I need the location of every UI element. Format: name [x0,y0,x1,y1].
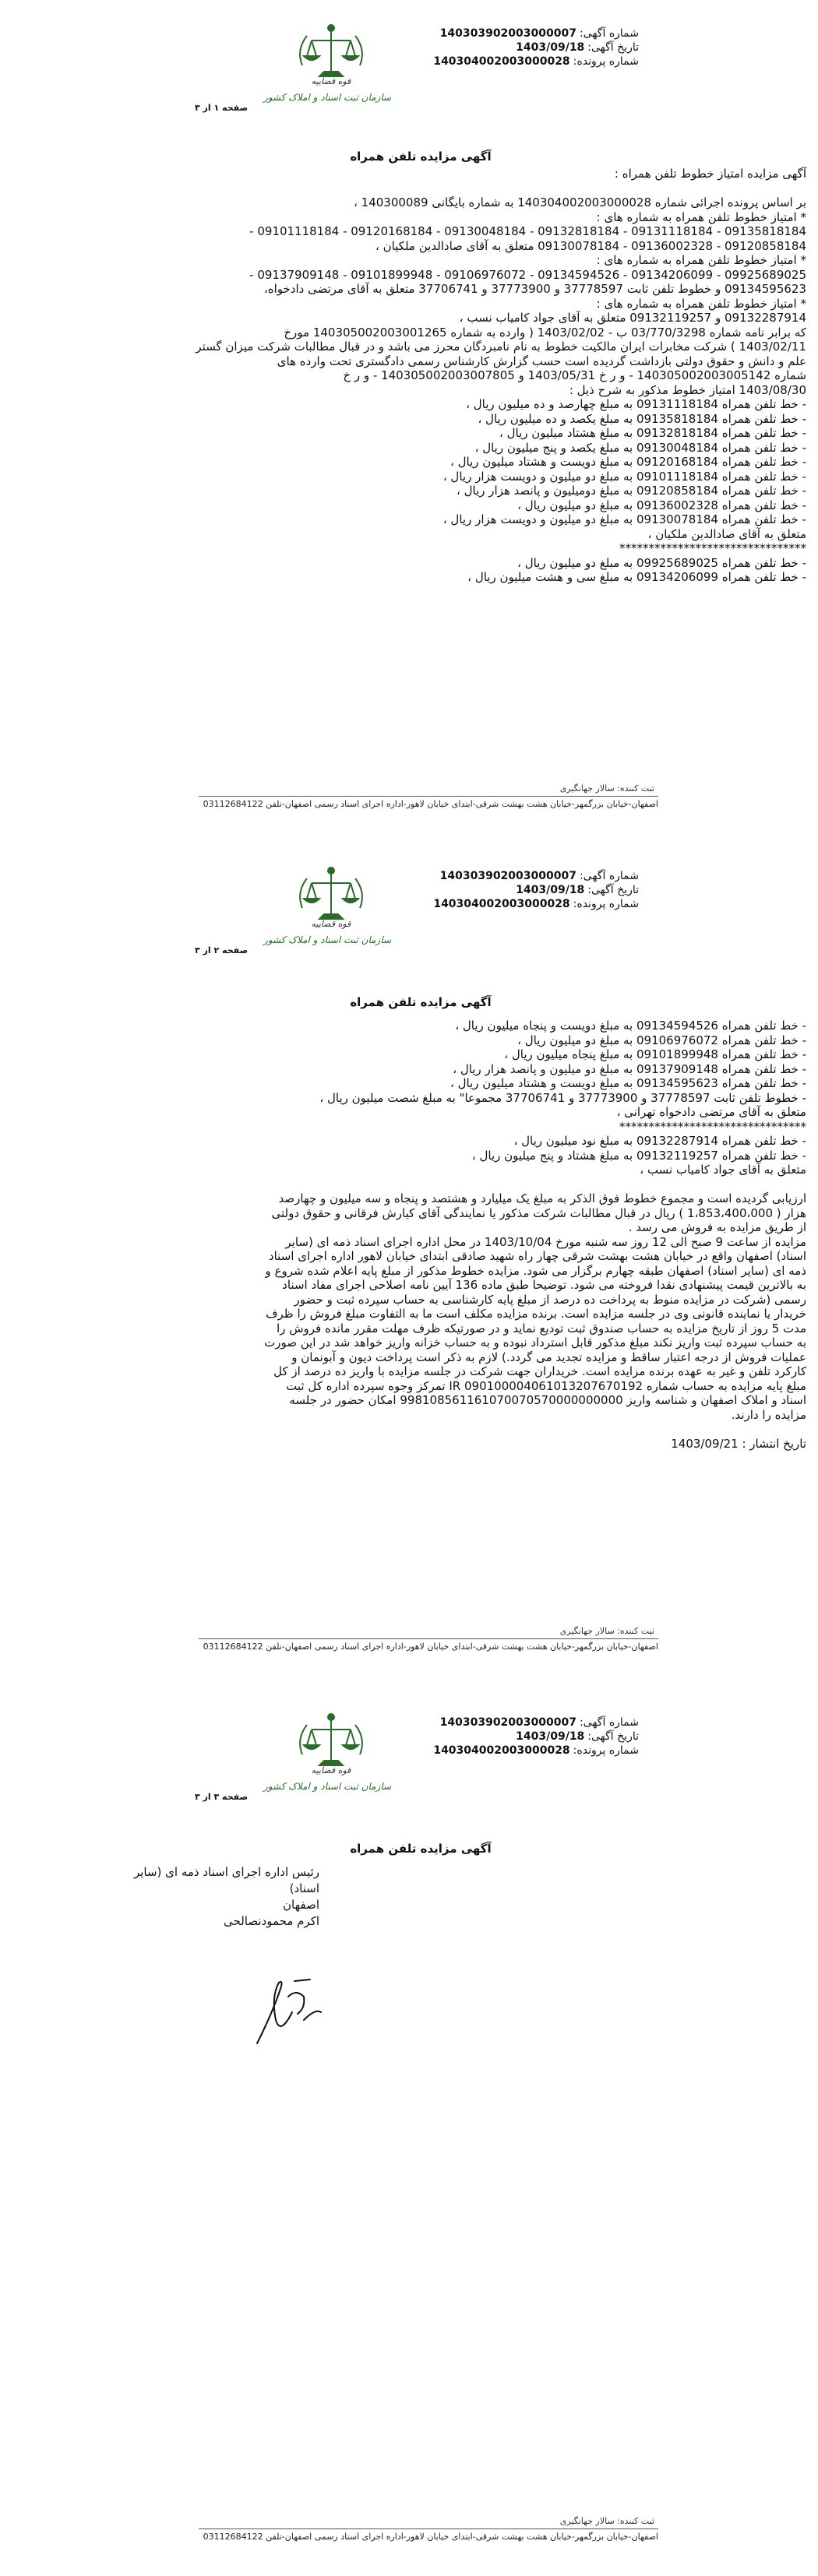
footer-address: اصفهان-خیابان بزرگمهر-خیابان هشت بهشت شرقی-ابتدای خیابان لاهور-اداره اجرای اسناد رسمی اصفهان-تلفن 03112684122 [203,1642,658,1652]
document-title: آگهی مزایده تلفن همراه [350,150,492,164]
body-line: مبلغ پایه مزایده به حساب شماره IR 090100004061013207670192 تمرکز وجوه سپرده اداره کل ثبت [286,1378,806,1393]
emblem-caption: سازمان ثبت اسناد و املاک کشور [263,92,392,103]
document-page-3 [0,1689,818,2576]
page-number: صفحه ۳ از ۳ [195,1792,249,1802]
body-line: متعلق به آقای صادالدین ملکیان ، [647,526,806,541]
case-no: 140304002003000028 [433,55,570,68]
notice-no-label: شماره آگهی: [579,27,639,40]
notice-date: 1403/09/18 [516,41,585,54]
body-line: 09135818184 - 09131118184 - 09132818184 - 09130048184 - 09120168184 - 09101118184 - [249,224,806,238]
notice-date-label: تاریخ آگهی: [587,884,639,896]
notice-no-label: شماره آگهی: [579,870,639,882]
body-line: - خط تلفن همراه 09132119257 به مبلغ هشتاد و پنج میلیون ریال ، [471,1148,806,1163]
body-line: رسمی (شرکت در مزایده منوط به پرداخت ده درصد از مبلغ پایه کارشناسی به حساب سپرده ثبت و حضور [294,1292,806,1307]
body-line: شماره 140305002003005142 - و ر خ 1403/05/31 و 140305002003007805 - و ر خ [343,368,806,382]
notice-no: 140303902003000007 [439,27,576,40]
body-line: - خطوط تلفن ثابت 37778597 و 37773900 و 37706741 مجموعا" به مبلغ شصت میلیون ریال ، [319,1090,806,1105]
body-line: * امتیاز خطوط تلفن همراه به شماره های : [596,253,806,267]
signer-position: رئیس اداره اجرای اسناد ذمه ای (سایر اسناد) [133,1865,319,1895]
page-number: صفحه ۱ از ۳ [195,103,249,113]
footer-divider [199,2528,658,2529]
emblem-title: قوه قضاییه [311,76,351,86]
signer-name: اکرم محمودنصالحی [224,1914,319,1928]
body-line: آگهی مزایده امتیاز خطوط تلفن همراه : [614,167,806,181]
body-line: 1403/02/11 ) شرکت مخابرات ایران مالکیت خطوط به نام نامبردگان محرز می باشد و در قبال مطالبات شرکت میزان گستر [196,340,806,354]
body-line [238,1177,806,1192]
body-line: - خط تلفن همراه 09134594526 به مبلغ دویست و پنجاه میلیون ریال ، [455,1019,806,1033]
body-line: ******************************** [619,541,806,555]
body-line: - خط تلفن همراه 09131118184 به مبلغ چهارصد و ده میلیون ریال ، [466,397,806,411]
notice-meta [405,869,639,911]
body-line: هزار ( 1،853،400،000 ) ریال در قبال مطالبات شرکت مذکور یا نمایندگی آقای کیارش فرقانی و حقوق دولتی [271,1205,806,1220]
case-no-label: شماره پرونده: [573,55,639,68]
body-line: - خط تلفن همراه 09101899948 به مبلغ پنجاه میلیون ریال ، [504,1047,806,1061]
notice-no: 140303902003000007 [439,870,576,882]
emblem-title: قوه قضاییه [311,1765,351,1775]
body-line: اسناد و املاک اصفهان و شناسه واریز 998108561161070070570000000000 امکان حضور در جلسه [289,1393,806,1407]
body-line: ذمه ای (سایر اسناد) اصفهان طبقه چهارم برگزار می شود. مزایده خطوط مذکور از مبلغ پایه اعلام شده شروع و [265,1263,806,1278]
notice-date: 1403/09/18 [516,1730,585,1743]
case-no: 140304002003000028 [433,898,570,910]
document-title: آگهی مزایده تلفن همراه [350,995,492,1009]
emblem-caption: سازمان ثبت اسناد و املاک کشور [263,934,392,945]
case-no-label: شماره پرونده: [573,898,639,910]
body-line: بر اساس پرونده اجرائی شماره 140304002003000028 به شماره بایگانی 140300089 ، [354,195,806,209]
body-line: - خط تلفن همراه 09130048184 به مبلغ یکصد و پنج میلیون ریال ، [474,440,806,455]
judiciary-emblem [280,861,382,962]
body-line: مدت 5 روز از تاریخ مزایده به حساب صندوق ثبت تودیع نماید و در صورتیکه ظرف مهلت مقرر مانده فروش را [277,1321,806,1336]
body-line: 09132287914 و 09132119257 متعلق به آقای جواد کامیاب نسب ، [459,311,806,325]
body-line: - خط تلفن همراه 09134595623 به مبلغ دویست و هشتاد میلیون ریال ، [450,1076,806,1090]
signer-city: اصفهان [283,1898,319,1912]
body-line: - خط تلفن همراه 09120858184 به مبلغ دومیلیون و پانصد هزار ریال ، [457,484,806,498]
body-line: * امتیاز خطوط تلفن همراه به شماره های : [596,209,806,224]
body-line: - خط تلفن همراه 09135818184 به مبلغ یکصد و ده میلیون ریال ، [478,411,806,426]
entered-by: ثبت کننده: سالار جهانگیری [559,783,654,794]
body-line: 09134595623 و خطوط تلفن ثابت 37778597 و 37773900 و 37706741 متعلق به آقای مرتضی دادخواه، [263,282,806,296]
body-line: که برابر نامه شماره 03/770/3298 ب - 1403/02/02 ( وارده به شماره 140305002003001265 مورخ [284,325,806,340]
page-number: صفحه ۲ از ۳ [195,945,249,955]
footer-address: اصفهان-خیابان بزرگمهر-خیابان هشت بهشت شرقی-ابتدای خیابان لاهور-اداره اجرای اسناد رسمی اصفهان-تلفن 03112684122 [203,2532,658,2542]
notice-no: 140303902003000007 [439,1716,576,1729]
judiciary-emblem [280,1708,382,1809]
footer-address: اصفهان-خیابان بزرگمهر-خیابان هشت بهشت شرقی-ابتدای خیابان لاهور-اداره اجرای اسناد رسمی اصفهان-تلفن 03112684122 [203,799,658,809]
document-body [238,1019,806,1451]
footer-divider [199,796,658,797]
body-line: ارزیابی گردیده است و مجموع خطوط فوق الذکر به مبلغ یک میلیارد و هشتصد و پنجاه و سه میلیون و چهارصد [278,1191,806,1205]
body-line: - خط تلفن همراه 09120168184 به مبلغ دویست و هشتاد میلیون ریال ، [450,455,806,469]
emblem-caption: سازمان ثبت اسناد و املاک کشور [263,1781,392,1792]
body-line: - خط تلفن همراه 09106976072 به مبلغ دو میلیون ریال ، [517,1033,806,1047]
body-line: مزایده را دارند. [731,1407,806,1422]
notice-date: 1403/09/18 [516,884,585,896]
document-page-1 [0,0,818,843]
body-line: - خط تلفن همراه 09134206099 به مبلغ سی و هشت میلیون ریال ، [467,570,806,584]
body-line: علم و دانش و حقوق دولتی بازداشت گردیده است حسب گزارش کارشناس رسمی دادگستری تحت وارده های [277,354,806,368]
document-page-2 [0,843,818,1689]
body-line: ******************************** [619,1119,806,1134]
body-line: از طریق مزایده به فروش می رسد . [628,1220,806,1234]
notice-date-label: تاریخ آگهی: [587,1730,639,1743]
handwritten-signature-icon [249,1965,327,2051]
body-line: - خط تلفن همراه 09132287914 به مبلغ نود میلیون ریال ، [513,1134,806,1148]
body-line: متعلق به آقای مرتضی دادخواه تهرانی ، [616,1105,806,1119]
body-line: به بالاترین قیمت پیشنهادی نقدا فروخته می شود. توضیحا طبق ماده 136 آیین نامه اصلاحی اجرای مفاد اسناد [282,1278,806,1292]
document-title: آگهی مزایده تلفن همراه [350,1842,492,1856]
body-line [238,181,806,196]
body-line: * امتیاز خطوط تلفن همراه به شماره های : [596,296,806,311]
case-no: 140304002003000028 [433,1744,570,1757]
body-line: - خط تلفن همراه 09137909148 به مبلغ دو میلیون و پانصد هزار ریال ، [453,1061,806,1076]
body-line: اسناد) اصفهان واقع در خیابان هشت بهشت شرقی چهار راه شهید صادقی ابتدای خیابان لاهور اداره اجرای اسناد [268,1249,806,1263]
body-line: - خط تلفن همراه 09136002328 به مبلغ دو میلیون ریال ، [517,498,806,512]
notice-meta [405,26,639,69]
body-line: متعلق به آقای جواد کامیاب نسب ، [640,1163,806,1177]
body-line: 1403/08/30 امتیاز خطوط مذکور به شرح ذیل : [569,382,806,397]
body-line: - خط تلفن همراه 09132818184 به مبلغ هشتاد میلیون ریال ، [499,426,806,440]
case-no-label: شماره پرونده: [573,1744,639,1757]
notice-date-label: تاریخ آگهی: [587,41,639,54]
emblem-title: قوه قضاییه [311,919,351,929]
body-line: - خط تلفن همراه 09925689025 به مبلغ دو میلیون ریال ، [517,555,806,570]
body-line: - خط تلفن همراه 09130078184 به مبلغ دو میلیون و دویست هزار ریال ، [442,512,806,526]
body-line: تاریخ انتشار : 1403/09/21 [671,1436,806,1451]
footer-divider [199,1638,658,1639]
entered-by: ثبت کننده: سالار جهانگیری [559,1626,654,1636]
body-line: 09925689025 - 09134206099 - 09134594526 - 09106976072 - 09101899948 - 09137909148 - [249,267,806,282]
notice-no-label: شماره آگهی: [579,1716,639,1729]
body-line: 09120858184 - 09136002328 - 09130078184 متعلق به آقای صادالدین ملکیان ، [375,238,806,253]
body-line: عملیات فروش از درجه اعتبار ساقط و مزایده تجدید می گردد.) لازم به ذکر است پرداخت دیون و آبونمان و [291,1350,806,1364]
body-line: به حساب سپرده ثبت واریز نکند مبلغ مذکور قابل استرداد نبوده و به حساب خزانه واریز خواهد شد در این صورت [264,1336,806,1350]
signature-block [117,1864,319,1930]
notice-meta [405,1716,639,1758]
judiciary-emblem [280,19,382,120]
entered-by: ثبت کننده: سالار جهانگیری [559,2516,654,2526]
body-line: خریدار یا نماینده قانونی وی در جلسه مزایده است. برنده مزایده مکلف است ما به التفاوت مبلغ فروش را ظرف [265,1307,806,1321]
body-line: کارکرد تلفن و غیر به عهده برنده مزایده است. خریداران جهت شرکت در جلسه مزایده با واریز ده درصد از کل [273,1364,806,1378]
body-line [238,1422,806,1437]
document-body [196,167,806,585]
body-line: مزایده از ساعت 9 صبح الی 12 روز سه شنبه مورخ 1403/10/04 در محل اداره اجرای اسناد ذمه ای (سایر [285,1234,806,1249]
body-line: - خط تلفن همراه 09101118184 به مبلغ دو میلیون و دویست هزار ریال ، [442,469,806,484]
